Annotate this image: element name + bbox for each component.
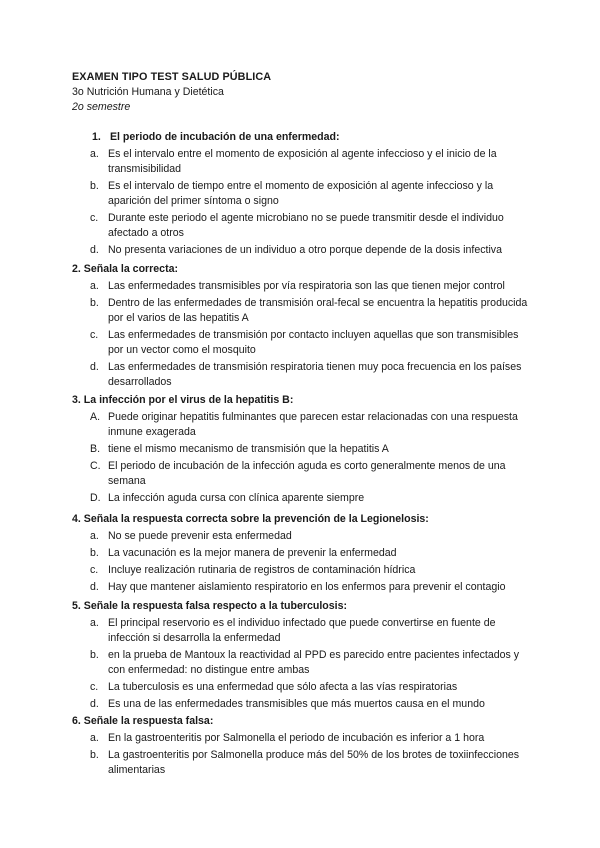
option-text: No presenta variaciones de un individuo a otro porque depende de la dosis infectiva (108, 244, 502, 256)
answer-option (72, 328, 532, 358)
option-text: En la gastroenteritis por Salmonella el periodo de incubación es inferior a 1 hora (108, 732, 485, 744)
option-text: El periodo de incubación de la infección aguda es corto generalmente menos de una semana (108, 460, 506, 487)
option-letter: c. (90, 564, 99, 576)
question-number: 5. (72, 600, 81, 612)
answer-option (72, 648, 532, 678)
answer-option (72, 563, 532, 578)
answer-option (72, 580, 532, 595)
option-text: La infección aguda cursa con clínica aparente siempre (108, 492, 365, 504)
option-letter: B. (90, 443, 101, 455)
option-letter: a. (90, 732, 99, 744)
question-2 (72, 262, 532, 392)
question-text: Señale la respuesta falsa: (83, 715, 214, 727)
question-3 (72, 393, 532, 508)
question-1 (72, 130, 532, 260)
option-letter: d. (90, 581, 99, 593)
question-title (72, 130, 532, 145)
answer-options (72, 410, 532, 506)
option-letter: b. (90, 180, 99, 192)
exam-title: EXAMEN TIPO TEST SALUD PÚBLICA (72, 71, 272, 83)
option-text: Durante este periodo el agente microbiano no se puede transmitir desde el individuo afectado a otros (108, 212, 504, 239)
option-text: La vacunación es la mejor manera de prevenir la enfermedad (108, 547, 397, 559)
answer-option (72, 491, 532, 506)
question-title (72, 393, 532, 408)
option-letter: b. (90, 749, 99, 761)
answer-option (72, 731, 532, 746)
question-text: Señala la respuesta correcta sobre la prevención de la Legionelosis: (83, 513, 429, 525)
answer-option (72, 697, 532, 712)
option-letter: a. (90, 530, 99, 542)
answer-option (72, 279, 532, 294)
option-text: Las enfermedades transmisibles por vía respiratoria son las que tienen mejor control (108, 280, 505, 292)
question-title (72, 512, 532, 527)
option-text: Es el intervalo entre el momento de exposición al agente infeccioso y el inicio de la transmisibilidad (108, 148, 497, 175)
answer-option (72, 179, 532, 209)
answer-option (72, 442, 532, 457)
answer-option (72, 546, 532, 561)
question-title (72, 599, 532, 614)
answer-options (72, 616, 532, 712)
answer-options (72, 147, 532, 258)
answer-option (72, 680, 532, 695)
option-letter: d. (90, 244, 99, 256)
option-text: Es una de las enfermedades transmisibles que más muertos causa en el mundo (108, 698, 485, 710)
option-text: La tuberculosis es una enfermedad que sólo afecta a las vías respiratorias (108, 681, 458, 693)
answer-option (72, 616, 532, 646)
option-text: Incluye realización rutinaria de registros de contaminación hídrica (108, 564, 416, 576)
option-text: Es el intervalo de tiempo entre el momento de exposición al agente infeccioso y la aparición del primer síntoma o signo (108, 180, 494, 207)
option-letter: d. (90, 698, 99, 710)
question-text: El periodo de incubación de una enfermedad: (109, 131, 340, 143)
option-letter: D. (90, 492, 101, 504)
question-text: La infección por el virus de la hepatitis B: (83, 394, 294, 406)
question-title (72, 262, 532, 277)
option-letter: a. (90, 280, 99, 292)
answer-option (72, 211, 532, 241)
option-letter: c. (90, 681, 99, 693)
option-text: tiene el mismo mecanismo de transmisión que la hepatitis A (108, 443, 389, 455)
question-text: Señala la correcta: (83, 263, 179, 275)
answer-option (72, 147, 532, 177)
option-letter: b. (90, 649, 99, 661)
answer-option (72, 296, 532, 326)
question-4 (72, 512, 532, 597)
answer-options (72, 529, 532, 595)
option-letter: a. (90, 617, 99, 629)
course-subtitle: 3o Nutrición Humana y Dietética (72, 86, 224, 98)
exam-header (72, 70, 271, 115)
question-6 (72, 714, 532, 780)
option-text: en la prueba de Mantoux la reactividad al PPD es parecido entre pacientes infectados y con enfermedad: no distingue entre ambas (108, 649, 520, 676)
answer-option (72, 243, 532, 258)
question-title (72, 714, 532, 729)
semester-label: 2o semestre (72, 101, 131, 113)
option-text: Las enfermedades de transmisión respiratoria tienen muy poca frecuencia en los países desarrollados (108, 361, 522, 388)
answer-option (72, 360, 532, 390)
question-text: Señale la respuesta falsa respecto a la tuberculosis: (83, 600, 347, 612)
answer-options (72, 731, 532, 778)
question-5 (72, 599, 532, 714)
option-text: No se puede prevenir esta enfermedad (108, 530, 292, 542)
option-letter: d. (90, 361, 99, 373)
option-letter: a. (90, 148, 99, 160)
answer-option (72, 459, 532, 489)
option-text: El principal reservorio es el individuo infectado que puede convertirse en fuente de infección si desarrolla la enfermedad (108, 617, 496, 644)
option-letter: A. (90, 411, 101, 423)
option-text: Puede originar hepatitis fulminantes que parecen estar relacionadas con una respuesta inmune exagerada (108, 411, 518, 438)
answer-options (72, 279, 532, 390)
question-number: 2. (72, 263, 81, 275)
option-letter: b. (90, 547, 99, 559)
question-number: 4. (72, 513, 81, 525)
option-letter: c. (90, 212, 99, 224)
option-letter: b. (90, 297, 99, 309)
answer-option (72, 410, 532, 440)
question-number: 3. (72, 394, 81, 406)
option-letter: c. (90, 329, 99, 341)
option-text: Las enfermedades de transmisión por contacto incluyen aquellas que son transmisibles por un vector como el mosquito (108, 329, 519, 356)
option-letter: C. (90, 460, 101, 472)
question-number: 1. (92, 131, 101, 143)
option-text: Hay que mantener aislamiento respiratorio en los enfermos para prevenir el contagio (108, 581, 506, 593)
answer-option (72, 529, 532, 544)
option-text: Dentro de las enfermedades de transmisión oral-fecal se encuentra la hepatitis producida por el varios de las hepatitis A (108, 297, 528, 324)
option-text: La gastroenteritis por Salmonella produce más del 50% de los brotes de toxiinfecciones alimentarias (108, 749, 520, 776)
answer-option (72, 748, 532, 778)
question-number: 6. (72, 715, 81, 727)
